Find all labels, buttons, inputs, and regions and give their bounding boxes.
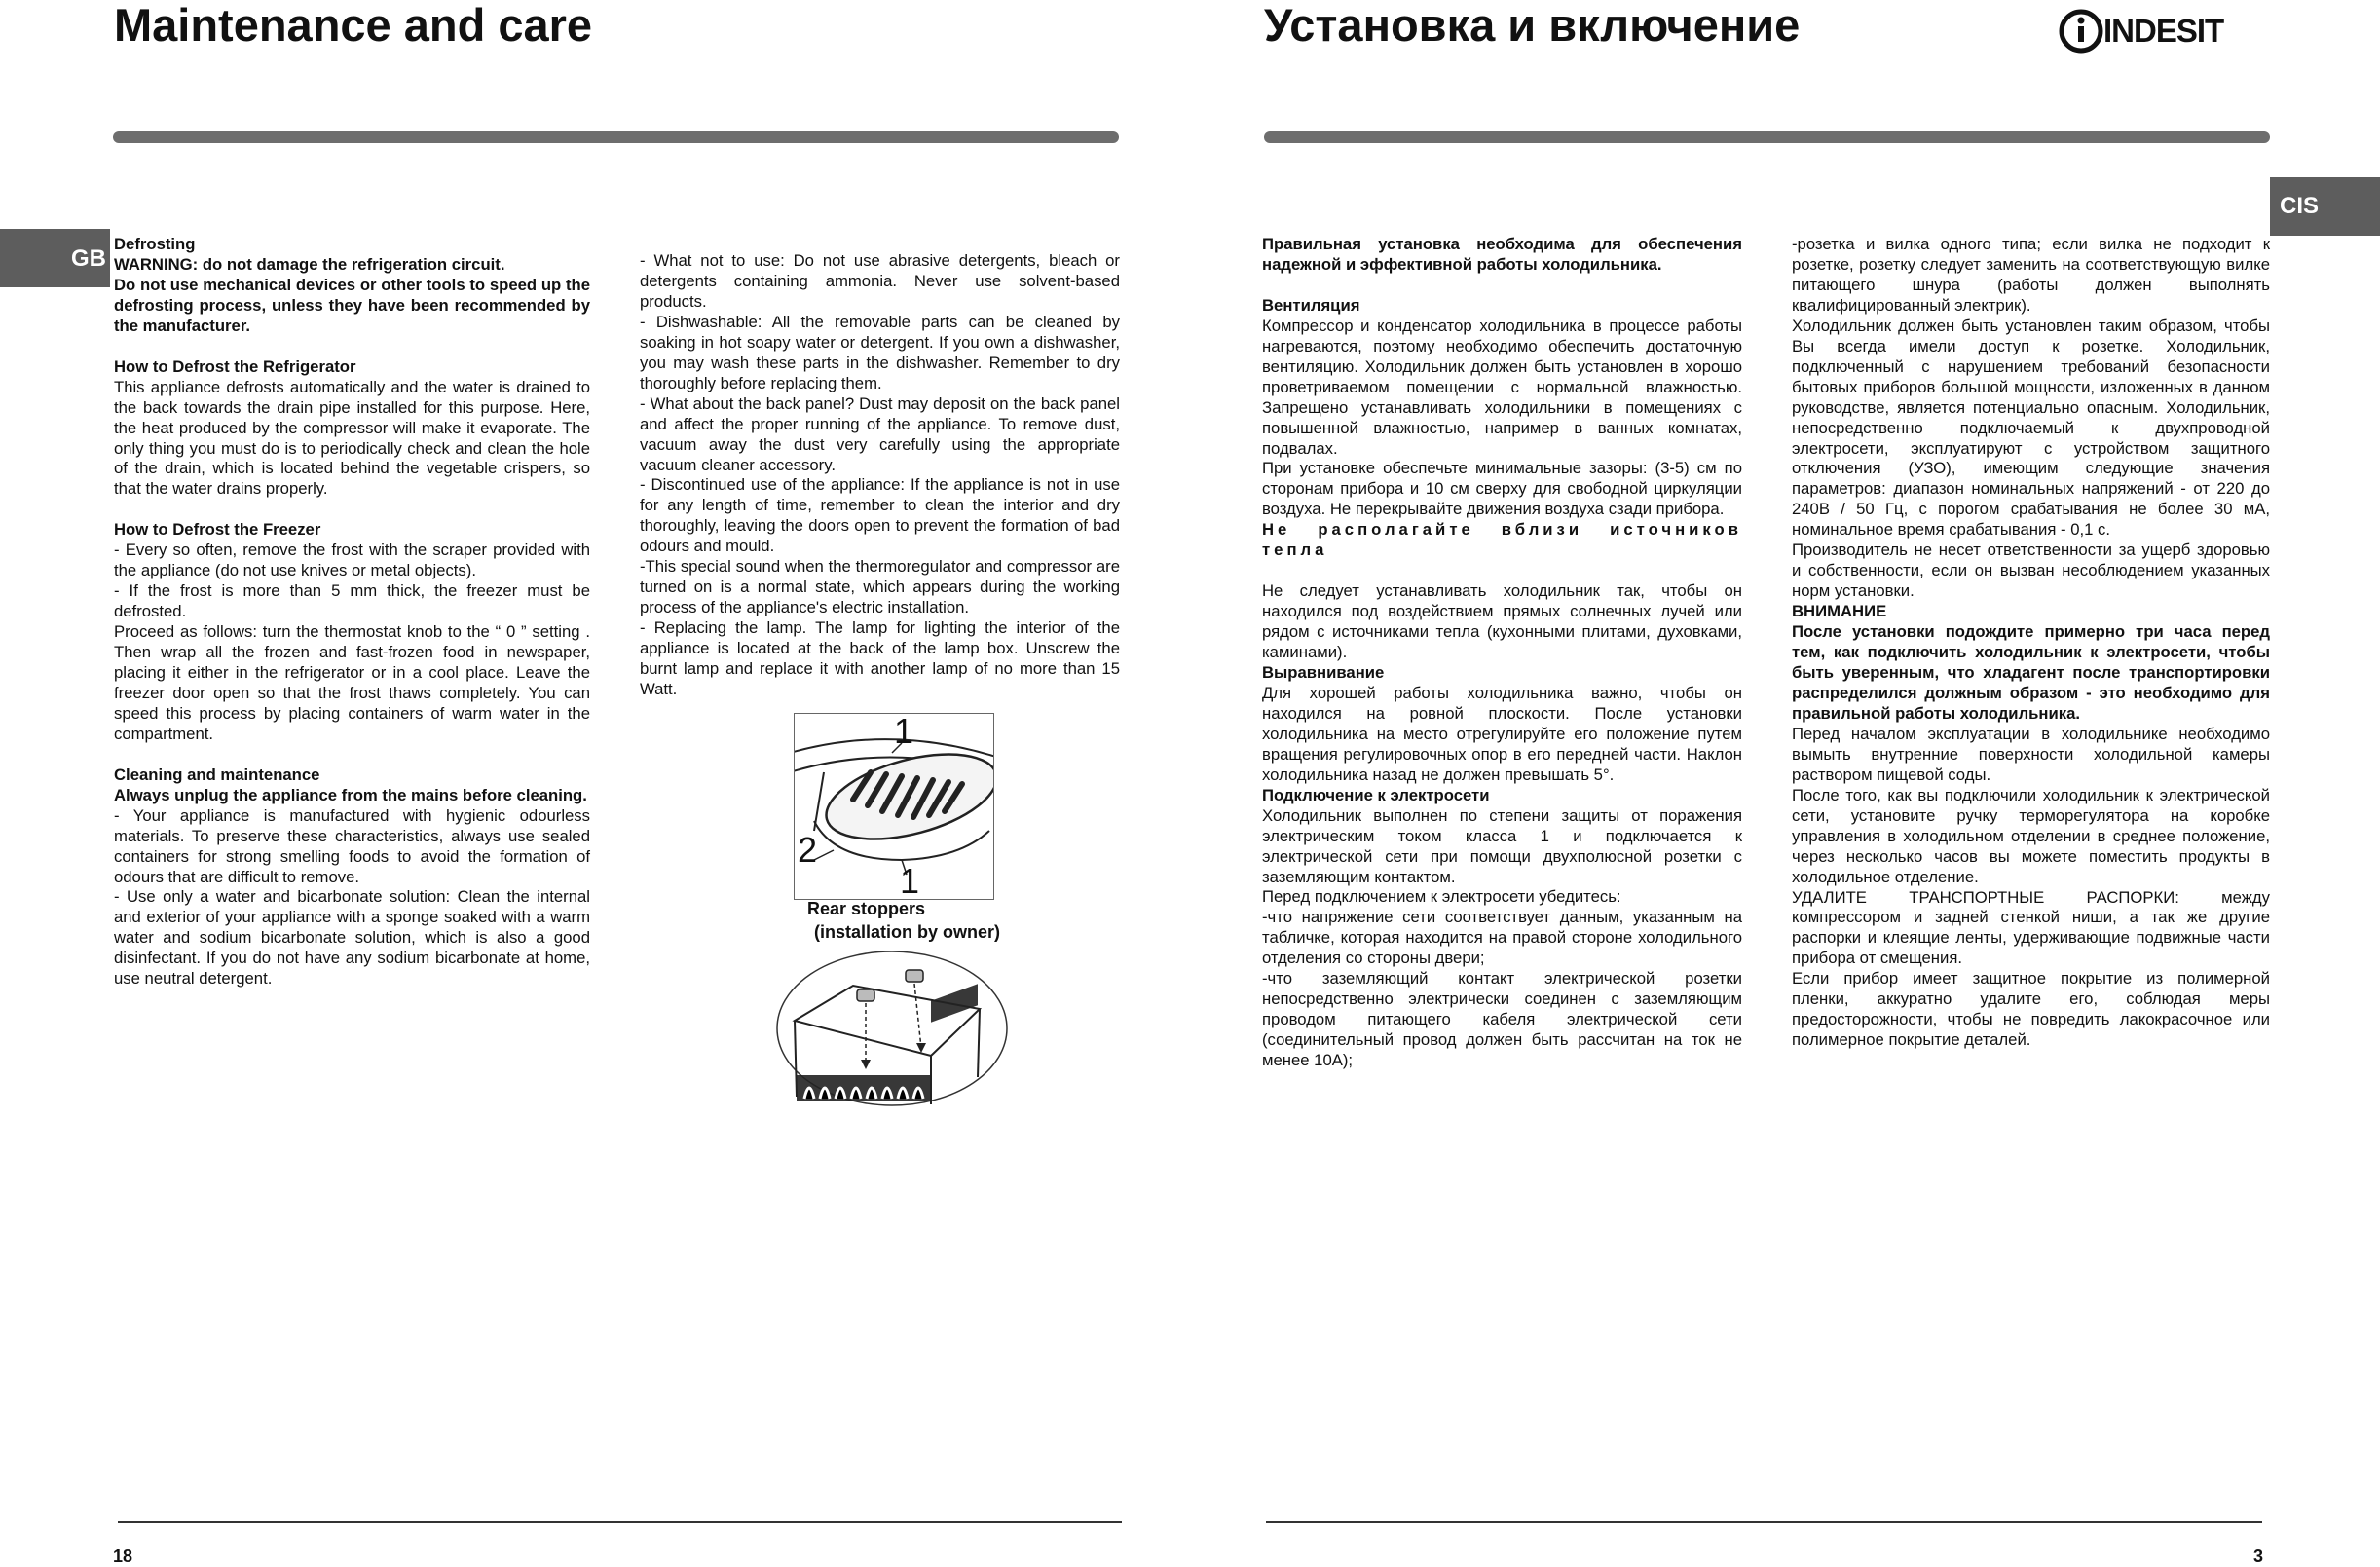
section-heading: Выравнивание [1262, 662, 1385, 682]
cis-language-tab: CIS [2270, 177, 2380, 236]
paragraph: Производитель не несет ответственности за ущерб здоровью и собственности, если он вызван несоблюдением указанных норм установки. [1792, 541, 2270, 601]
indesit-logo-wordmark: INDESIT [2103, 13, 2224, 49]
stopper-installation-drawing [775, 951, 1009, 1108]
stopper-installation-figure [775, 951, 1009, 1108]
paragraph: Для хорошей работы холодильника важно, чтобы он находился на ровной плоскости. После установки холодильника на место отрегулируйте его положение путем вращения регулировочных опор в его передней части. Наклон холодильника назад не должен превышать 5°. [1262, 683, 1742, 784]
paragraph: - Replacing the lamp. The lamp for lighting the interior of the appliance is located at the back of the lamp box. Unscrew the burnt lamp and replace it with another lamp of no more than 15 Watt. [640, 618, 1120, 699]
paragraph-gap [1262, 276, 1742, 296]
section-heading: Правильная установка необходима для обеспечения надежной и эффективной работы холодильника. [1262, 235, 1742, 274]
left-page-title: Maintenance and care [114, 0, 593, 51]
section-heading: Подключение к электросети [1262, 785, 1490, 804]
paragraph: Перед подключением к электросети убедитесь: [1262, 887, 1621, 907]
section-heading: WARNING: do not damage the refrigeration circuit. [114, 254, 505, 274]
figure-label-1-bottom: 1 [900, 861, 920, 900]
right-column-2 [1792, 235, 2270, 1051]
paragraph: После того, как вы подключили холодильник к электрической сети, установите ручку терморегулятора на коробке управления в холодильном отделении в среднее положение, через несколько часов вы можете поместить продукты в холодильное отделение. [1792, 785, 2270, 886]
section-heading: Always unplug the appliance from the mains before cleaning. [114, 785, 587, 804]
paragraph: - What not to use: Do not use abrasive detergents, bleach or detergents containing ammonia. Never use solvent-based products. [640, 251, 1120, 311]
left-header-bar [113, 131, 1119, 143]
figure-caption-line2: (installation by owner) [814, 922, 1001, 942]
section-heading: После установки подождите примерно три часа перед тем, как подключить холодильник к электросети, чтобы быть уверенным, что хладагент после транспортировки распределился должным образом - это необходимо для правильной работы холодильника. [1792, 622, 2270, 723]
paragraph: - Discontinued use of the appliance: If the appliance is not in use for any length of time, remember to clean the interior and dry thoroughly, leaving the doors open to prevent the formation of bad odours and mould. [640, 475, 1120, 556]
paragraph: -что напряжение сети соответствует данным, указанным на табличке, которая находится на правой стороне холодильного отделения со стороны двери; [1262, 908, 1742, 968]
paragraph-gap [114, 500, 590, 520]
right-page-number: 3 [2253, 1547, 2264, 1566]
paragraph: - Use only a water and bicarbonate solution: Clean the internal and exterior of your appliance with a sponge soaked with a warm water and sodium bicarbonate solution, which is also a good disinfectant. If you do not have any sodium bicarbonate at home, use neutral detergent. [114, 887, 590, 989]
section-heading: How to Defrost the Refrigerator [114, 356, 356, 376]
section-heading: Cleaning and maintenance [114, 765, 320, 784]
section-heading: Не располагайте вблизи источников тепла [1262, 520, 1742, 560]
paragraph: This appliance defrosts automatically and the water is drained to the back towards the drain pipe installed for this purpose. Here, the heat produced by the compressor will make it evaporate. The only thing you must do is to periodically check and clean the hole of the drain, which is located behind the vegetable crispers, so that the water drains properly. [114, 377, 590, 499]
paragraph-gap [114, 337, 590, 357]
paragraph-gap [114, 745, 590, 765]
section-heading: How to Defrost the Freezer [114, 520, 321, 540]
left-footer-rule [118, 1521, 1122, 1523]
figure-label-1-top: 1 [894, 713, 914, 751]
left-page-number: 18 [113, 1547, 133, 1566]
left-column-1 [114, 235, 590, 989]
paragraph-gap [1262, 561, 1742, 581]
paragraph: Не следует устанавливать холодильник так, чтобы он находился под воздействием прямых солнечных лучей или рядом с источниками тепла (кухонными плитами, духовками, каминами). [1262, 581, 1742, 662]
stopper-detail-figure [794, 713, 994, 900]
section-heading: ВНИМАНИЕ [1792, 602, 1887, 621]
figure-label-2: 2 [798, 830, 818, 870]
paragraph: -розетка и вилка одного типа; если вилка не подходит к розетке, розетку следует заменить на соответствующую вилке питающего шнура (работы должен выполнять квалифицированный электрик). [1792, 235, 2270, 315]
right-page-title: Установка и включение [1264, 0, 1801, 51]
paragraph: Компрессор и конденсатор холодильника в процессе работы нагреваются, поэтому необходимо обеспечить достаточную вентиляцию. Холодильник должен быть установлен в хорошо проветриваемом помещении с нормальной влажностью. Запрещено устанавливать холодильники в помещениях с повышенной влажностью, например в ванных комнатах, подвалах. [1262, 316, 1742, 458]
paragraph: - If the frost is more than 5 mm thick, the freezer must be defrosted. [114, 581, 590, 621]
paragraph: УДАЛИТЕ ТРАНСПОРТНЫЕ РАСПОРКИ: между компрессором и задней стенкой ниши, а так же другие распорки и клеящие ленты, удерживающие подвижные части прибора от смещения. [1792, 887, 2270, 968]
paragraph: - What about the back panel? Dust may deposit on the back panel and affect the proper running of the appliance. To remove dust, vacuum away the dust very carefully using the appropriate vacuum cleaner accessory. [640, 393, 1120, 474]
indesit-logo [2057, 6, 2267, 55]
left-column-2 [640, 251, 1120, 700]
paragraph: Если прибор имеет защитное покрытие из полимерной пленки, аккуратно удалите его, соблюдая меры предосторожности, чтобы не повредить лакокрасочное или полимерное покрытие деталей. [1792, 969, 2270, 1050]
figure-caption-line1: Rear stoppers [807, 899, 926, 918]
section-heading: Вентиляция [1262, 295, 1360, 315]
paragraph: Холодильник выполнен по степени защиты от поражения электрическим током класса 1 и подключается к электрической сети при помощи двухполюсной розетки с заземляющим контактом. [1262, 805, 1742, 886]
right-footer-rule [1266, 1521, 2262, 1523]
paragraph: Перед началом эксплуатации в холодильнике необходимо вымыть внутренние поверхности холодильной камеры раствором пищевой соды. [1792, 724, 2270, 784]
paragraph: -This special sound when the thermoregulator and compressor are turned on is a normal state, which appears during the working process of the appliance's electric installation. [640, 557, 1120, 617]
indesit-logo-mark [2057, 6, 2107, 55]
right-column-1 [1262, 235, 1742, 1071]
gb-language-tab: GB [0, 229, 110, 287]
paragraph: -что заземляющий контакт электрической розетки непосредственно электрически соединен с заземляющим проводом питающего кабеля электрической сети (соединительный провод должен быть рассчитан на ток не менее 10А); [1262, 969, 1742, 1070]
paragraph: - Dishwashable: All the removable parts can be cleaned by soaking in hot soapy water or detergent. If you own a dishwasher, you may wash these parts in the dishwasher. Remember to dry thoroughly before replacing them. [640, 312, 1120, 392]
paragraph: Холодильник должен быть установлен таким образом, чтобы Вы всегда имели доступ к розетке. Холодильник, подключенный с нарушением требований безопасности бытовых приборов большой мощности, изложенных в данном руководстве, является потенциально опасным. Холодильник, непосредственно подключаемый к двухпроводной электросети, эксплуатируют с устройством защитного отключения (УЗО), имеющим следующие значения параметров: диапазон номинальных напряжений - от 220 до 240В / 50 Гц, с порогом срабатывания не более 30 мА, номинальное время срабатывания - 0,1 с. [1792, 316, 2270, 540]
paragraph: При установке обеспечьте минимальные зазоры: (3-5) см по сторонам прибора и 10 см сверху для свободной циркуляции воздуха. Не перекрывайте движения воздуха сзади прибора. [1262, 459, 1742, 519]
paragraph: - Every so often, remove the frost with the scraper provided with the appliance (do not use knives or metal objects). [114, 541, 590, 580]
section-heading: Defrosting [114, 235, 196, 253]
right-header-bar [1264, 131, 2270, 143]
section-heading: Do not use mechanical devices or other tools to speed up the defrosting process, unless they have been recommended by the manufacturer. [114, 275, 590, 335]
paragraph: Proceed as follows: turn the thermostat knob to the “ 0 ” setting . Then wrap all the frozen and fast-frozen food in newspaper, placing it either in the refrigerator or in a cool place. Leave the freezer door open so that the frost thaws completely. You can speed this process by placing containers of warm water in the compartment. [114, 622, 590, 743]
paragraph: - Your appliance is manufactured with hygienic odourless materials. To preserve these characteristics, always use sealed containers for strong smelling foods to avoid the formation of odours that are difficult to remove. [114, 805, 590, 886]
